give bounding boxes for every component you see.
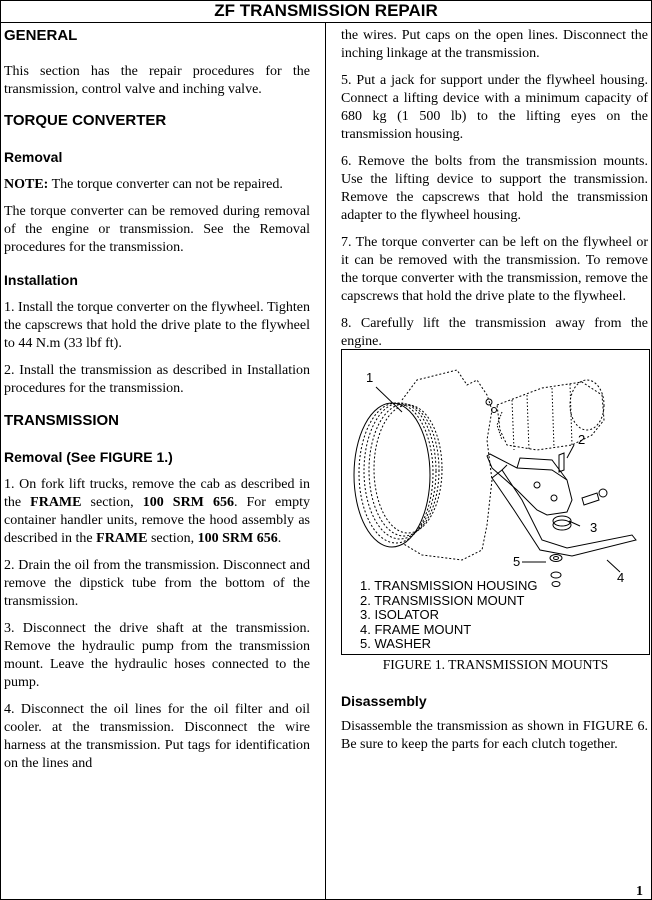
removal-text: The torque converter can be removed during removal of the engine or transmission. See the Removal procedures for the transmission. [4, 204, 310, 255]
step1-text-a: 1. On fork lift trucks, remove the cab as described in the [4, 477, 310, 510]
torque-converter-heading: TORQUE CONVERTER [4, 112, 167, 129]
transmission-heading: TRANSMISSION [4, 412, 120, 429]
installation-step-1: 1. Install the torque converter on the flywheel. Tighten the capscrews that hold the drive plate to the flywheel to 44 N.m (33 lbf ft). [4, 300, 310, 351]
column-divider [325, 22, 326, 900]
note-label: NOTE: [4, 177, 49, 192]
step1-frame-ref-2: FRAME [96, 531, 148, 546]
step1-srm-ref-2: 100 SRM 656 [197, 531, 278, 546]
legend-item: 2. TRANSMISSION MOUNT [360, 592, 525, 608]
removal-step-5: 5. Put a jack for support under the flywheel housing. Connect a lifting device with a minimum capacity of 680 kg (1 500 lb) to the lifting eyes on the transmission housing. [341, 73, 648, 142]
removal-step-1 [4, 476, 310, 548]
callout-3: 3 [590, 520, 598, 535]
step1-text-e: . For empty container handler units, remove the hood assembly as described in the [4, 495, 310, 546]
title-rule [0, 22, 652, 23]
step1-text-g: section, [147, 531, 198, 546]
removal-heading: Removal [4, 149, 63, 165]
callout-2: 2 [578, 432, 586, 447]
installation-step-2: 2. Install the transmission as described in Installation procedures for the transmission. [4, 363, 310, 396]
removal-step-2: 2. Drain the oil from the transmission. Disconnect and remove the dipstick tube from the bottom of the transmission. [4, 558, 310, 609]
left-column [4, 27, 310, 782]
figure-legend [360, 579, 537, 652]
note-text: The torque converter can not be repaired. [48, 177, 283, 192]
installation-heading: Installation [4, 272, 78, 288]
step1-srm-ref: 100 SRM 656 [142, 495, 234, 510]
removal-step-4: 4. Disconnect the oil lines for the oil filter and oil cooler. at the transmission. Disconnect the wire harness at the transmission. Put tags for identification on the lines and [4, 702, 310, 771]
removal-step-8: 8. Carefully lift the transmission away from the engine. [341, 316, 648, 349]
disassembly-section [341, 692, 648, 754]
callout-4: 4 [617, 570, 625, 585]
step1-text-i: . [277, 531, 282, 546]
callout-1: 1 [366, 370, 374, 385]
page-title: ZF TRANSMISSION REPAIR [214, 1, 438, 20]
figure-caption: FIGURE 1. TRANSMISSION MOUNTS [382, 657, 609, 672]
step1-text-c: section, [81, 495, 143, 510]
removal-step-6: 6. Remove the bolts from the transmission mounts. Use the lifting device to support the transmission. Remove the capscrews that hold the transmission adapter to the flywheel housing. [341, 154, 648, 223]
page-number: 1 [636, 884, 643, 899]
legend-item: 1. TRANSMISSION HOUSING [360, 578, 538, 593]
removal-step-7: 7. The torque converter can be left on the flywheel or it can be removed with the transmission. To remove the torque converter with the transmission, remove the capscrews that hold the drive plate to the flywheel. [341, 235, 648, 304]
disassembly-text: Disassemble the transmission as shown in FIGURE 6. Be sure to keep the parts for each clutch together. [341, 719, 648, 752]
transmission-removal-heading: Removal (See FIGURE 1.) [4, 449, 173, 465]
legend-item: 5. WASHER [360, 636, 432, 651]
right-column [341, 27, 648, 360]
legend-item: 3. ISOLATOR [360, 607, 439, 622]
general-heading: GENERAL [4, 27, 78, 44]
note-paragraph [4, 176, 310, 194]
figure-transmission-mounts [341, 349, 650, 655]
step-4-continued: the wires. Put caps on the open lines. Disconnect the inching linkage at the transmission. [341, 28, 648, 61]
general-text: This section has the repair procedures for the transmission, control valve and inching valve. [4, 64, 310, 97]
disassembly-heading: Disassembly [341, 693, 427, 709]
legend-item: 4. FRAME MOUNT [360, 621, 472, 637]
removal-step-3: 3. Disconnect the drive shaft at the transmission. Remove the hydraulic pump from the transmission mount. Leave the hydraulic hoses connected to the pump. [4, 621, 310, 690]
callout-5: 5 [513, 554, 521, 569]
step1-frame-ref: FRAME [30, 495, 82, 510]
